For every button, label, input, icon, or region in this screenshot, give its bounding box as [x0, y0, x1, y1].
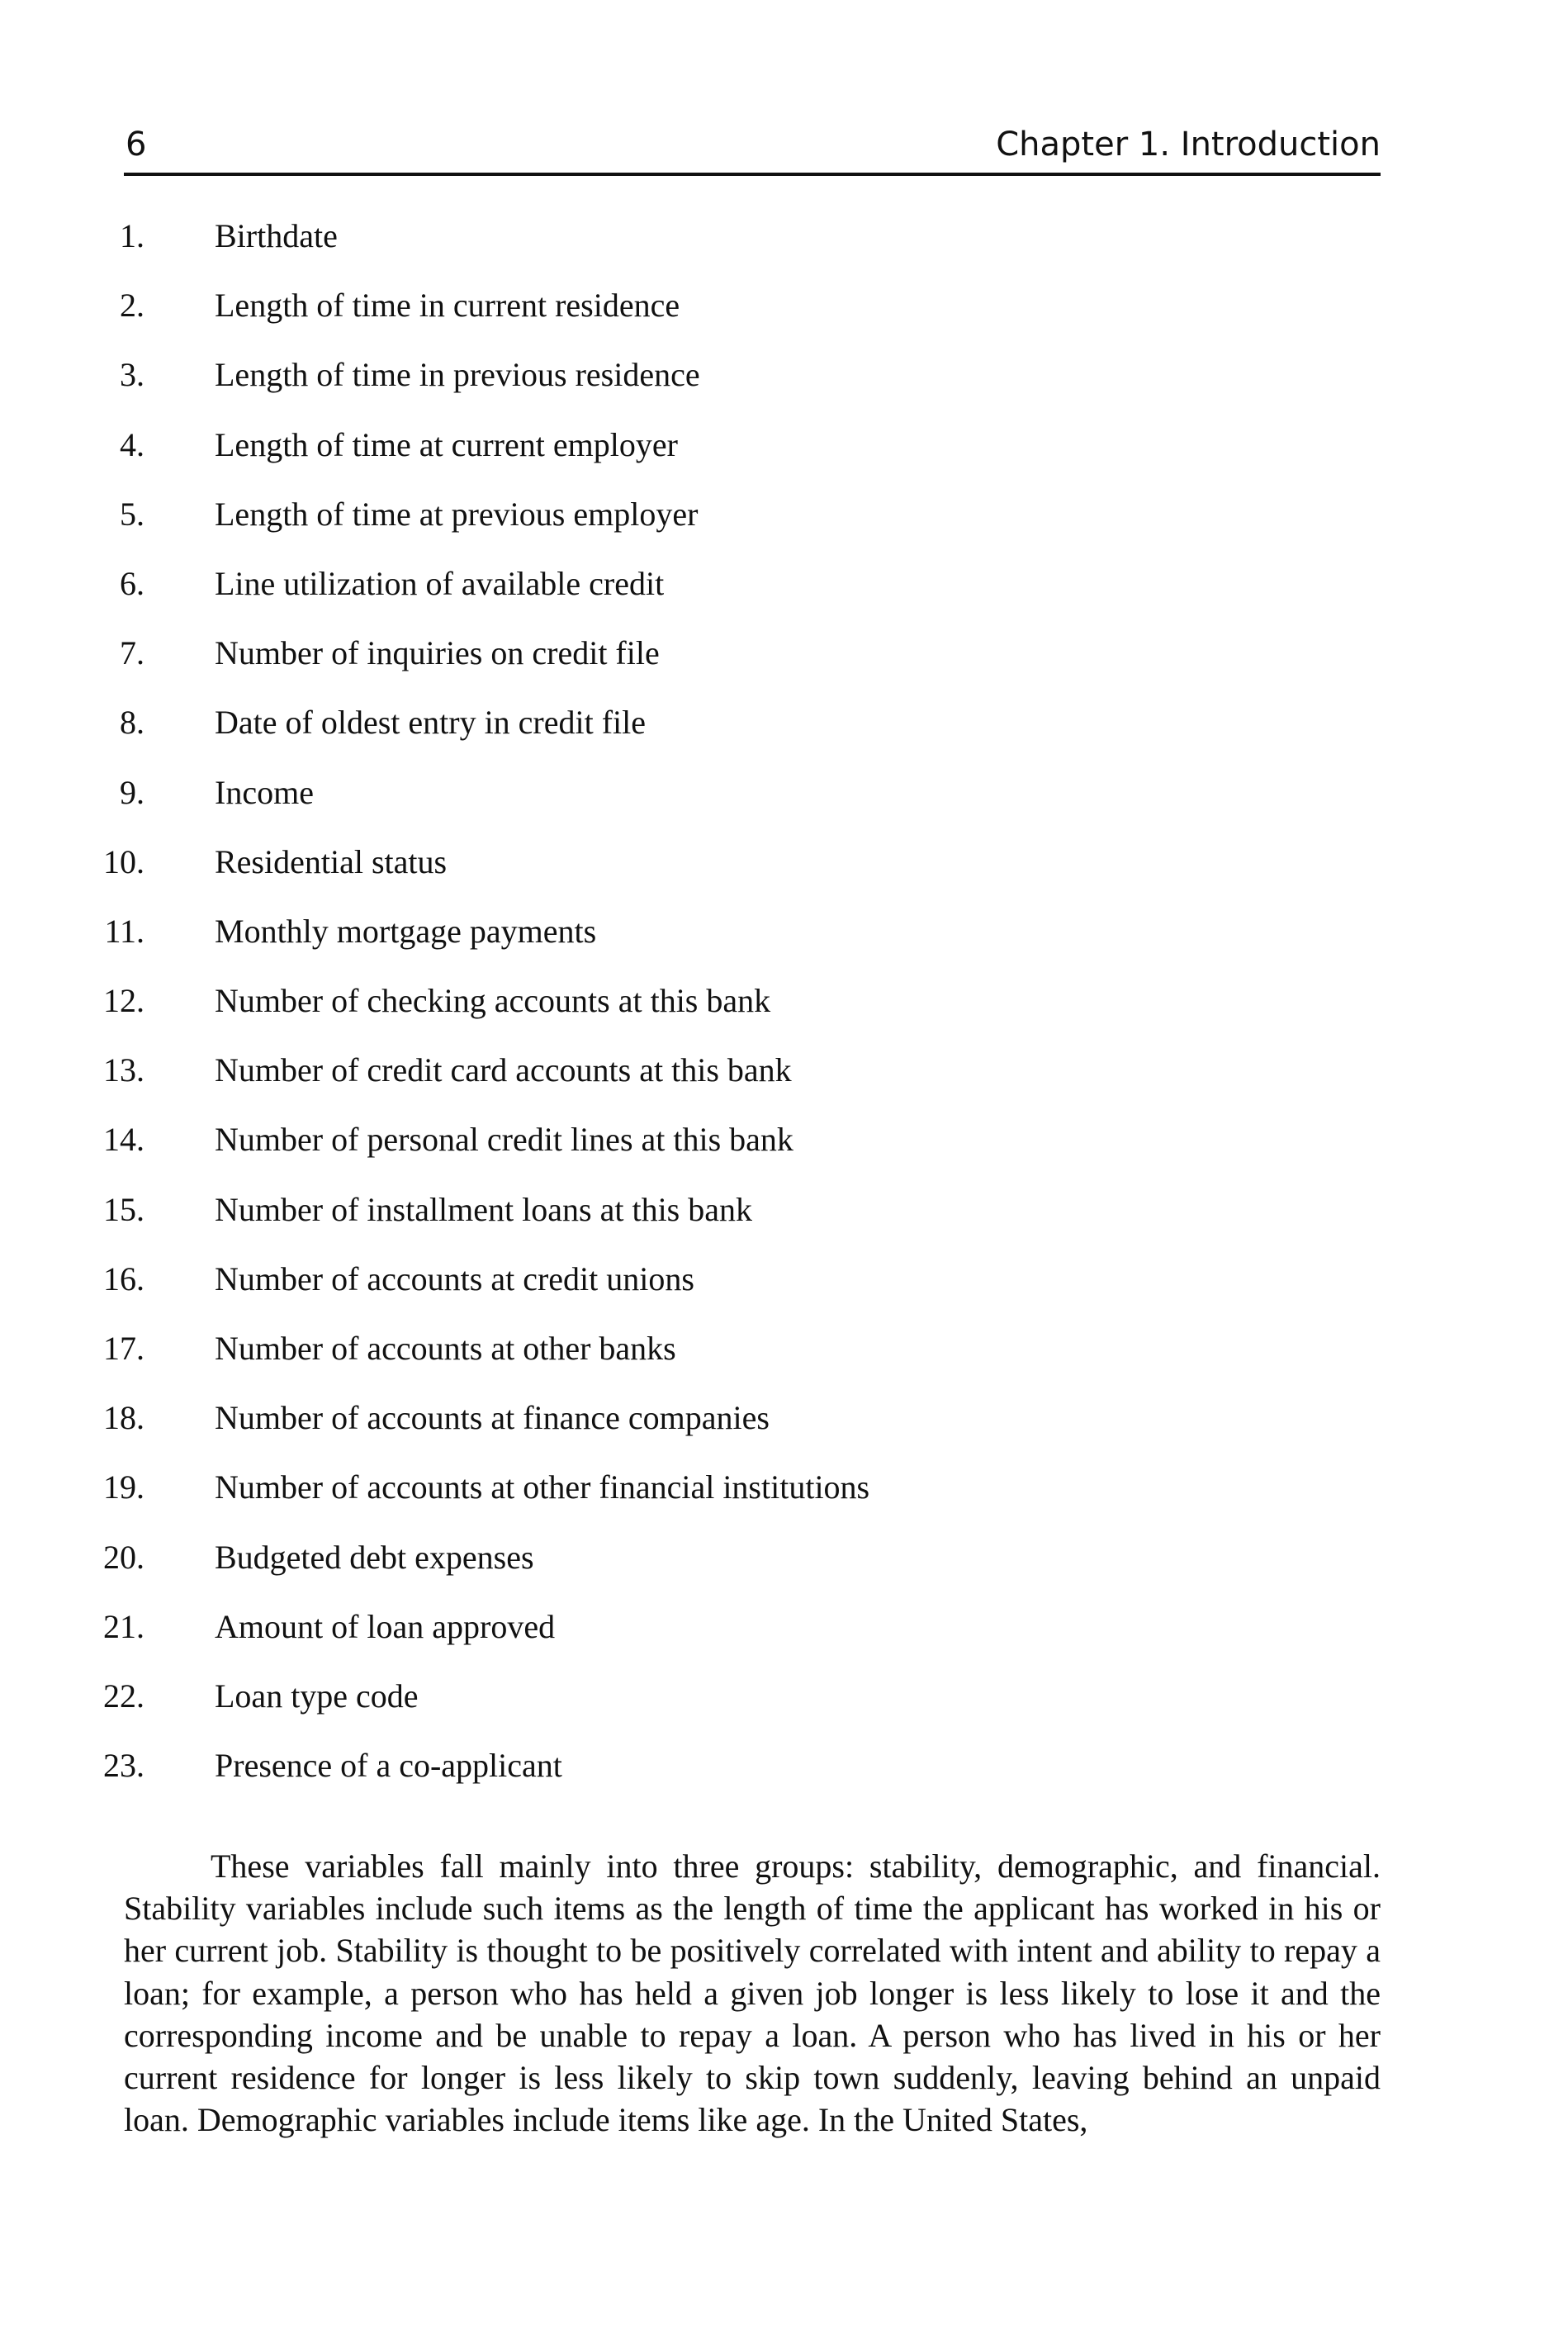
list-item-number: 22.: [103, 1677, 144, 1715]
list-item-label: Number of accounts at credit unions: [215, 1259, 694, 1297]
list-item: [120, 491, 1280, 561]
list-item-number: 16.: [103, 1259, 144, 1297]
list-item-label: Amount of loan approved: [215, 1607, 556, 1645]
page-number: 6: [126, 126, 147, 164]
list-item-label: Budgeted debt expenses: [215, 1538, 534, 1576]
list-item: [103, 1117, 1280, 1186]
list-item: [120, 352, 1280, 421]
list-item-number: 13.: [103, 1051, 144, 1089]
list-item-label: Number of accounts at other banks: [215, 1330, 676, 1367]
list-item-number: 2.: [120, 287, 144, 325]
list-item-number: 15.: [103, 1190, 144, 1228]
list-item-label: Length of time at previous employer: [215, 495, 699, 533]
list-item-label: Number of accounts at other financial institutions: [215, 1468, 870, 1506]
list-item-number: 21.: [103, 1607, 144, 1645]
list-item: [103, 1534, 1280, 1604]
list-item: [103, 1256, 1280, 1326]
list-item: [120, 630, 1280, 700]
list-item: [120, 770, 1280, 839]
list-item: [120, 700, 1280, 769]
list-item-label: Monthly mortgage payments: [215, 912, 597, 950]
list-item-label: Length of time in previous residence: [215, 356, 700, 394]
list-item: [103, 1604, 1280, 1673]
list-item-number: 9.: [120, 773, 144, 811]
list-item-label: Birthdate: [215, 217, 338, 254]
list-item-label: Length of time at current employer: [215, 425, 678, 463]
list-item-label: Number of installment loans at this bank: [215, 1190, 752, 1228]
list-item: [120, 422, 1280, 491]
list-item: [120, 561, 1280, 630]
list-item-label: Number of personal credit lines at this bank: [215, 1121, 793, 1159]
list-item-number: 14.: [103, 1121, 144, 1159]
list-item: [104, 908, 1280, 978]
list-item-label: Number of checking accounts at this bank: [215, 982, 771, 1020]
list-item: [103, 1395, 1280, 1464]
list-item-number: 5.: [120, 495, 144, 533]
list-item-label: Line utilization of available credit: [215, 564, 665, 602]
header-rule: [124, 173, 1381, 176]
list-item-number: 6.: [120, 564, 144, 602]
list-item: [103, 1743, 1280, 1812]
list-item-number: 8.: [120, 704, 144, 742]
list-item: [103, 839, 1280, 908]
chapter-title: Chapter 1. Introduction: [996, 126, 1381, 164]
list-item-number: 11.: [104, 912, 144, 950]
list-item-label: Presence of a co-applicant: [215, 1747, 562, 1785]
list-item-number: 23.: [103, 1747, 144, 1785]
list-item-label: Income: [215, 773, 314, 811]
list-item: [103, 978, 1280, 1047]
list-item-number: 19.: [103, 1468, 144, 1506]
list-item-label: Loan type code: [215, 1677, 419, 1715]
list-item-number: 18.: [103, 1399, 144, 1437]
list-item: [120, 213, 1280, 282]
list-item-number: 7.: [120, 634, 144, 672]
list-item-number: 3.: [120, 356, 144, 394]
list-item: [103, 1464, 1280, 1534]
list-item-label: Number of inquiries on credit file: [215, 634, 660, 672]
list-item-label: Number of accounts at finance companies: [215, 1399, 770, 1437]
list-item-number: 17.: [103, 1330, 144, 1367]
list-item-number: 10.: [103, 842, 144, 880]
list-item-label: Length of time in current residence: [215, 287, 680, 325]
list-item-label: Date of oldest entry in credit file: [215, 704, 647, 742]
list-item-number: 4.: [120, 425, 144, 463]
list-item: [103, 1187, 1280, 1256]
body-paragraph: These variables fall mainly into three groups: stability, demographic, and financial. Stability variables include such items as the length of time the applicant has worked in his or her current job. Stability is thought to be positively correlated with intent and ability to repay a loan; for example, a person who has held a given job longer is less likely to lose it and the corresponding income and be unable to repay a loan. A person who has lived in his or her current residence for longer is less likely to skip town suddenly, leaving behind an unpaid loan. Demographic variables include items like age. In the United States,: [124, 1848, 1381, 2139]
list-item: [120, 282, 1280, 352]
list-item-number: 20.: [103, 1538, 144, 1576]
list-item: [103, 1326, 1280, 1395]
list-item-label: Residential status: [215, 842, 448, 880]
list-item-label: Number of credit card accounts at this bank: [215, 1051, 792, 1089]
list-item-number: 12.: [103, 982, 144, 1020]
list-item: [103, 1673, 1280, 1743]
variable-list: [103, 213, 1280, 1812]
running-header: [124, 120, 1381, 169]
list-item-number: 1.: [120, 217, 144, 254]
list-item: [103, 1047, 1280, 1117]
